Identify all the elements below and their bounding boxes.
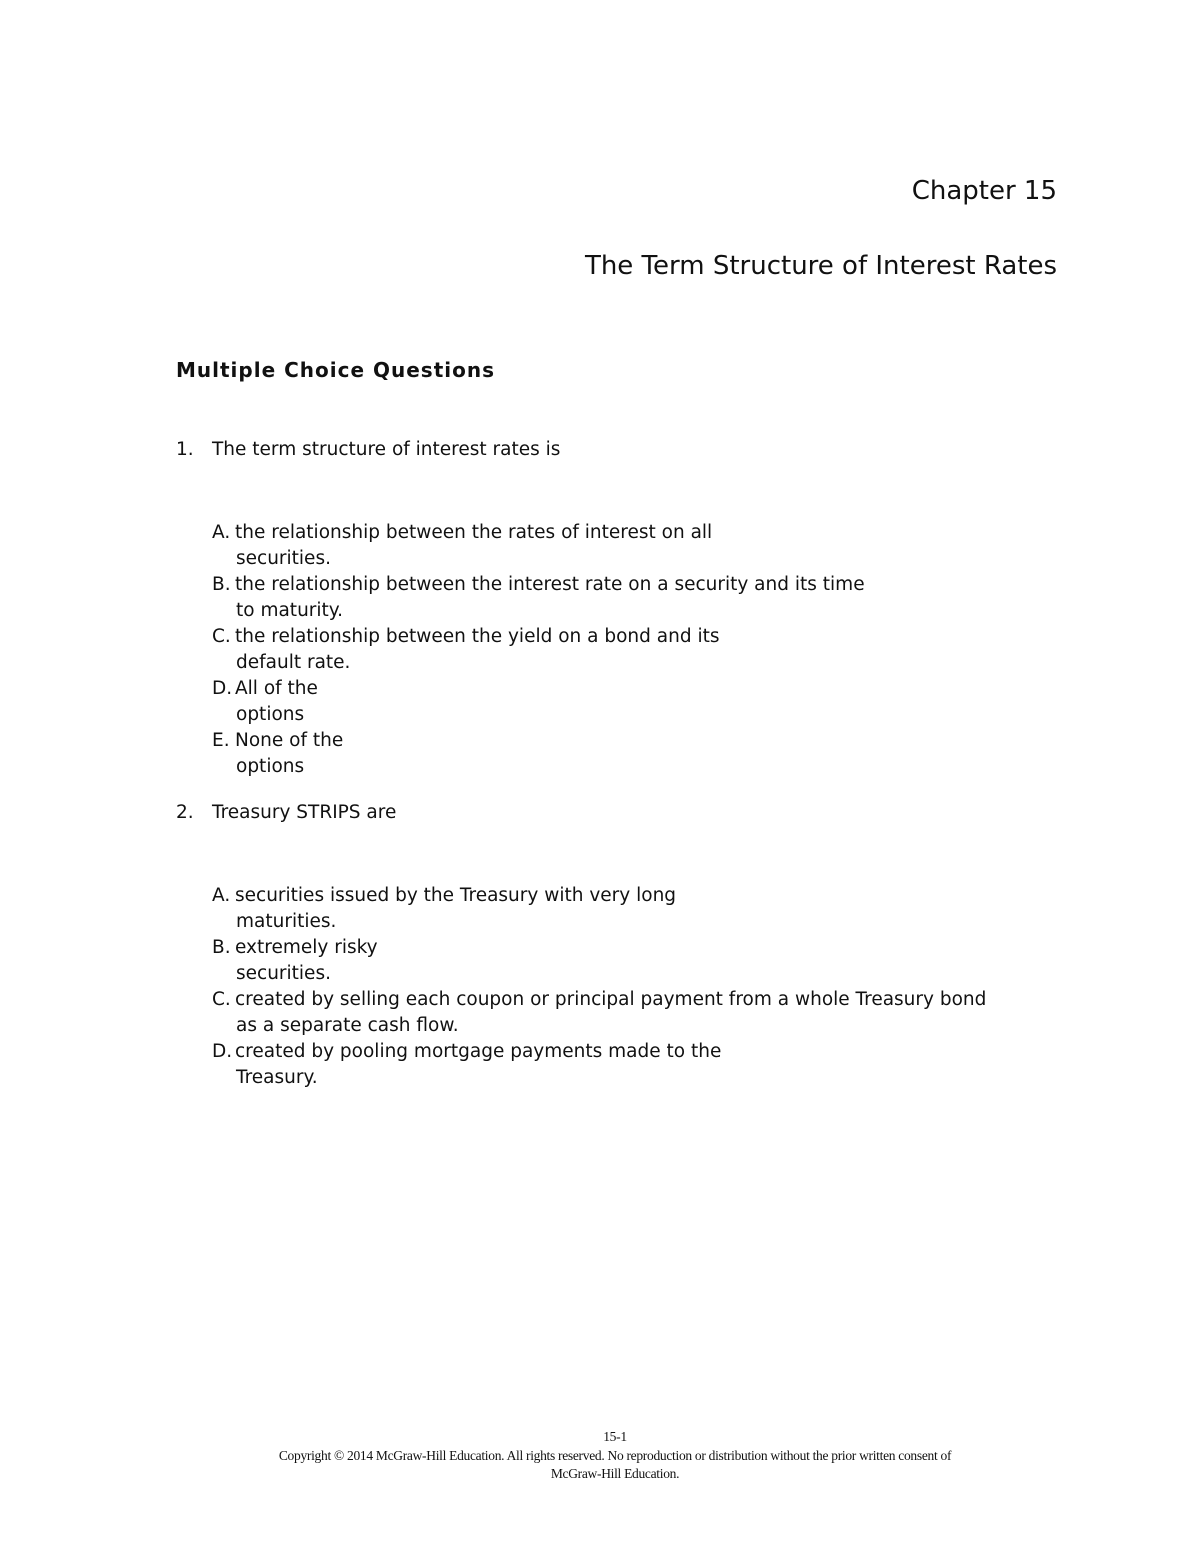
option-letter: A. [212, 885, 231, 906]
question-2-options [212, 883, 986, 1091]
option-text-line: securities issued by the Treasury with very long [235, 885, 677, 906]
option-letter: B. [212, 574, 231, 595]
question-1-number: 1. [176, 439, 194, 460]
option-letter: C. [212, 989, 231, 1010]
option-text-line: the relationship between the yield on a bond and its [235, 626, 720, 647]
answer-option [212, 728, 865, 780]
option-text-line: securities. [236, 548, 331, 569]
copyright-line-1: Copyright © 2014 McGraw-Hill Education. All rights reserved. No reproduction or distribution without the prior written consent of [278, 1448, 952, 1463]
option-letter: E. [212, 730, 230, 751]
option-letter: B. [212, 937, 231, 958]
option-text-line: the relationship between the rates of interest on all [235, 522, 713, 543]
option-letter: D. [212, 1041, 233, 1062]
answer-option [212, 987, 986, 1039]
option-text-line: All of the [235, 678, 318, 699]
chapter-title: The Term Structure of Interest Rates [584, 251, 1057, 281]
option-text-line: options [236, 704, 305, 725]
option-text-line: the relationship between the interest rate on a security and its time [235, 574, 865, 595]
option-text-line: options [236, 756, 305, 777]
section-heading: Multiple Choice Questions [176, 358, 496, 382]
option-letter: A. [212, 522, 231, 543]
chapter-number: Chapter 15 [911, 176, 1057, 206]
question-1-options [212, 520, 865, 780]
page-number: 15-1 [603, 1429, 627, 1444]
answer-option [212, 676, 865, 728]
option-text-line: None of the [235, 730, 344, 751]
option-text-line: as a separate cash flow. [236, 1015, 459, 1036]
answer-option [212, 1039, 986, 1091]
option-text-line: securities. [236, 963, 331, 984]
answer-option [212, 572, 865, 624]
answer-option [212, 883, 986, 935]
option-text-line: to maturity. [236, 600, 343, 621]
question-2-number: 2. [176, 802, 194, 823]
option-letter: C. [212, 626, 231, 647]
option-text-line: extremely risky [235, 937, 378, 958]
option-text-line: maturities. [236, 911, 337, 932]
option-letter: D. [212, 678, 233, 699]
option-text-line: default rate. [236, 652, 351, 673]
option-text-line: created by selling each coupon or principal payment from a whole Treasury bond [235, 989, 987, 1010]
option-text-line: Treasury. [236, 1067, 318, 1088]
answer-option [212, 624, 865, 676]
question-1-text: The term structure of interest rates is [212, 439, 561, 460]
copyright-line-2: McGraw-Hill Education. [550, 1466, 680, 1481]
answer-option [212, 520, 865, 572]
question-2-text: Treasury STRIPS are [212, 802, 397, 823]
option-text-line: created by pooling mortgage payments made to the [235, 1041, 722, 1062]
answer-option [212, 935, 986, 987]
